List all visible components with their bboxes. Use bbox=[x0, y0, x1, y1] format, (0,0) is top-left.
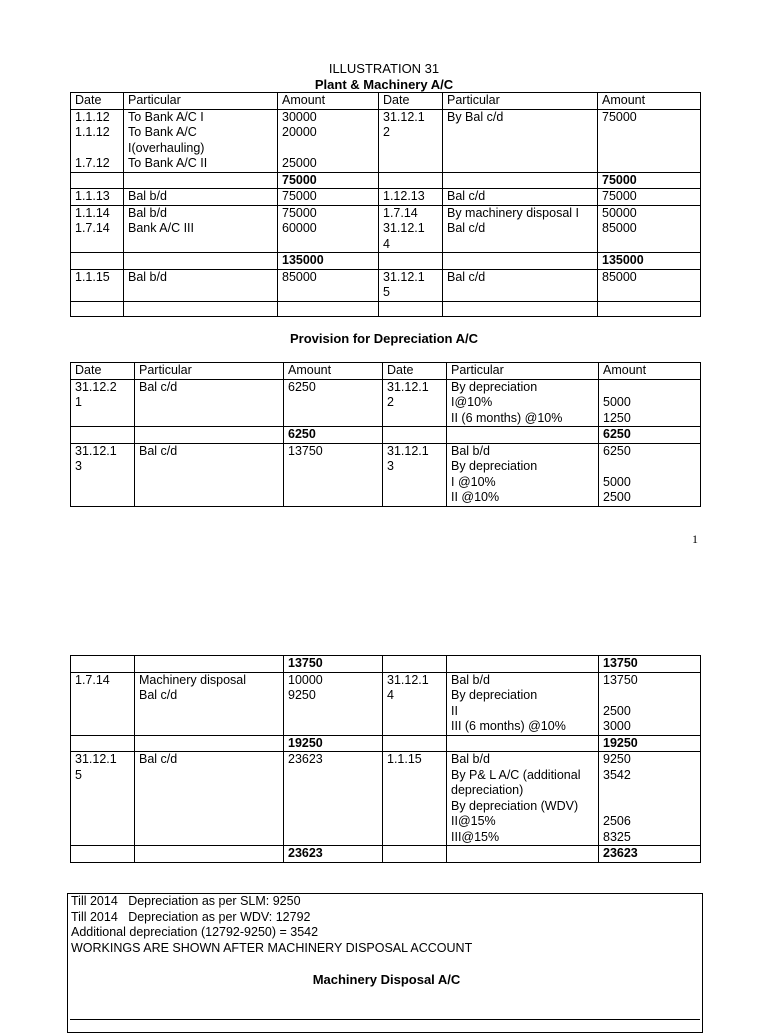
table-row bbox=[71, 735, 701, 752]
table-cell: Bal c/d bbox=[135, 379, 284, 427]
table-cell: 30000 20000 25000 bbox=[278, 109, 379, 172]
table-cell: By machinery disposal I Bal c/d bbox=[443, 205, 598, 253]
table-cell: By depreciation I@10% II (6 months) @10% bbox=[447, 379, 599, 427]
table-cell: 6250 bbox=[284, 379, 383, 427]
table-cell: 31.12.1 2 bbox=[379, 109, 443, 172]
table-header-row bbox=[71, 93, 701, 110]
header-cell: Amount bbox=[284, 363, 383, 380]
note-line: WORKINGS ARE SHOWN AFTER MACHINERY DISPOSAL ACCOUNT bbox=[71, 940, 473, 955]
table-cell: 75000 bbox=[598, 109, 701, 172]
table-cell bbox=[124, 172, 278, 189]
table-cell: 1.1.15 bbox=[383, 752, 447, 846]
header-cell: Date bbox=[71, 363, 135, 380]
table-cell: 1.12.13 bbox=[379, 189, 443, 206]
table-cell bbox=[278, 301, 379, 316]
table-cell: Bal b/d By P& L A/C (additional depreciation) By depreciation (WDV) II@15% III@15% bbox=[447, 752, 599, 846]
table-row bbox=[71, 846, 701, 863]
header-cell: Amount bbox=[598, 93, 701, 110]
header-cell: Particular bbox=[124, 93, 278, 110]
table-cell: 1.1.15 bbox=[71, 269, 124, 301]
table-cell: 5000 1250 bbox=[599, 379, 701, 427]
table-cell bbox=[443, 301, 598, 316]
table-cell: 75000 bbox=[598, 189, 701, 206]
table-cell: Bal b/d By depreciation I @10% II @10% bbox=[447, 443, 599, 506]
workings-notes-box bbox=[67, 893, 703, 1033]
table-cell: 1.7.14 bbox=[71, 672, 135, 735]
table-cell bbox=[447, 735, 599, 752]
table-cell: 31.12.1 5 bbox=[379, 269, 443, 301]
table-cell: 1.7.14 31.12.1 4 bbox=[379, 205, 443, 253]
note-line: Additional depreciation (12792-9250) = 3542 bbox=[71, 925, 319, 939]
table-row bbox=[71, 656, 701, 673]
table-row bbox=[71, 443, 701, 506]
table-cell bbox=[383, 846, 447, 863]
plant-machinery-table bbox=[70, 92, 701, 317]
table-cell: 23623 bbox=[284, 846, 383, 863]
header-cell: Date bbox=[71, 93, 124, 110]
table-cell: Bal c/d bbox=[135, 752, 284, 846]
table-cell: Bal b/d bbox=[124, 269, 278, 301]
table-cell: 19250 bbox=[599, 735, 701, 752]
table-cell bbox=[124, 253, 278, 270]
table-cell: Bal c/d bbox=[443, 189, 598, 206]
table-cell: 6250 bbox=[599, 427, 701, 444]
table-cell: 1.1.13 bbox=[71, 189, 124, 206]
table-cell bbox=[71, 172, 124, 189]
provision-account-heading: Provision for Depreciation A/C bbox=[289, 331, 479, 346]
header-cell: Particular bbox=[447, 363, 599, 380]
header-cell: Amount bbox=[599, 363, 701, 380]
plant-account-heading: Plant & Machinery A/C bbox=[314, 77, 454, 92]
header-cell: Date bbox=[379, 93, 443, 110]
table-cell: By Bal c/d bbox=[443, 109, 598, 172]
table-cell bbox=[383, 735, 447, 752]
table-row bbox=[71, 379, 701, 427]
table-cell: Bal b/d Bank A/C III bbox=[124, 205, 278, 253]
note-line: Till 2014 Depreciation as per SLM: 9250 bbox=[71, 894, 301, 908]
table-cell bbox=[447, 656, 599, 673]
table-cell bbox=[443, 172, 598, 189]
table-cell bbox=[447, 427, 599, 444]
table-cell bbox=[379, 253, 443, 270]
table-cell: 31.12.1 3 bbox=[383, 443, 447, 506]
table-cell: 6250 5000 2500 bbox=[599, 443, 701, 506]
table-cell bbox=[71, 846, 135, 863]
table-cell: 9250 3542 2506 8325 bbox=[599, 752, 701, 846]
table-cell bbox=[135, 656, 284, 673]
table-cell bbox=[135, 846, 284, 863]
table-cell: 19250 bbox=[284, 735, 383, 752]
table-cell: Bal b/d bbox=[124, 189, 278, 206]
table-cell: Bal b/d By depreciation II III (6 months) @10% bbox=[447, 672, 599, 735]
table-row bbox=[71, 109, 701, 172]
document-title: ILLUSTRATION 31 bbox=[328, 61, 440, 76]
table-cell: 10000 9250 bbox=[284, 672, 383, 735]
table-cell bbox=[379, 301, 443, 316]
table-cell: 85000 bbox=[598, 269, 701, 301]
header-cell: Date bbox=[383, 363, 447, 380]
table-row bbox=[71, 427, 701, 444]
table-cell: 31.12.1 2 bbox=[383, 379, 447, 427]
table-cell: 13750 2500 3000 bbox=[599, 672, 701, 735]
table-cell bbox=[135, 427, 284, 444]
table-row bbox=[71, 189, 701, 206]
table-cell: 31.12.1 3 bbox=[71, 443, 135, 506]
table-cell: 1.1.12 1.1.12 1.7.12 bbox=[71, 109, 124, 172]
table-cell bbox=[71, 427, 135, 444]
table-cell: To Bank A/C I To Bank A/C I(overhauling) To Bank A/C II bbox=[124, 109, 278, 172]
table-cell bbox=[135, 735, 284, 752]
table-cell bbox=[383, 656, 447, 673]
table-cell bbox=[598, 301, 701, 316]
provision-depreciation-table bbox=[70, 362, 701, 507]
table-cell bbox=[71, 735, 135, 752]
header-cell: Amount bbox=[278, 93, 379, 110]
table-cell: 31.12.2 1 bbox=[71, 379, 135, 427]
table-cell bbox=[71, 253, 124, 270]
table-cell bbox=[447, 846, 599, 863]
table-cell: 75000 bbox=[598, 172, 701, 189]
header-cell: Particular bbox=[135, 363, 284, 380]
table-cell bbox=[443, 253, 598, 270]
table-cell: 13750 bbox=[599, 656, 701, 673]
table-cell bbox=[124, 301, 278, 316]
table-cell: Bal c/d bbox=[135, 443, 284, 506]
table-header-row bbox=[71, 363, 701, 380]
table-cell bbox=[379, 172, 443, 189]
table-cell: 135000 bbox=[598, 253, 701, 270]
table-cell: 85000 bbox=[278, 269, 379, 301]
table-cell: 31.12.1 5 bbox=[71, 752, 135, 846]
table-cell: 23623 bbox=[599, 846, 701, 863]
table-cell: Bal c/d bbox=[443, 269, 598, 301]
table-cell: 75000 60000 bbox=[278, 205, 379, 253]
disposal-table-edge bbox=[70, 1019, 700, 1026]
table-row bbox=[71, 172, 701, 189]
table-cell bbox=[383, 427, 447, 444]
page-number: 1 bbox=[692, 532, 698, 546]
table-cell: Machinery disposal Bal c/d bbox=[135, 672, 284, 735]
provision-depreciation-table-continued bbox=[70, 655, 701, 863]
note-line: Till 2014 Depreciation as per WDV: 12792 bbox=[71, 909, 311, 924]
table-cell: 135000 bbox=[278, 253, 379, 270]
table-cell: 31.12.1 4 bbox=[383, 672, 447, 735]
table-row bbox=[71, 253, 701, 270]
table-cell: 1.1.14 1.7.14 bbox=[71, 205, 124, 253]
table-row bbox=[71, 269, 701, 301]
table-cell: 13750 bbox=[284, 656, 383, 673]
table-cell: 75000 bbox=[278, 189, 379, 206]
table-cell: 23623 bbox=[284, 752, 383, 846]
table-row bbox=[71, 301, 701, 316]
table-row bbox=[71, 672, 701, 735]
table-cell bbox=[71, 656, 135, 673]
table-cell: 6250 bbox=[284, 427, 383, 444]
table-row bbox=[71, 205, 701, 253]
table-cell bbox=[71, 301, 124, 316]
header-cell: Particular bbox=[443, 93, 598, 110]
disposal-account-heading: Machinery Disposal A/C bbox=[312, 972, 461, 987]
table-cell: 13750 bbox=[284, 443, 383, 506]
table-cell: 75000 bbox=[278, 172, 379, 189]
table-row bbox=[71, 752, 701, 846]
table-cell: 50000 85000 bbox=[598, 205, 701, 253]
